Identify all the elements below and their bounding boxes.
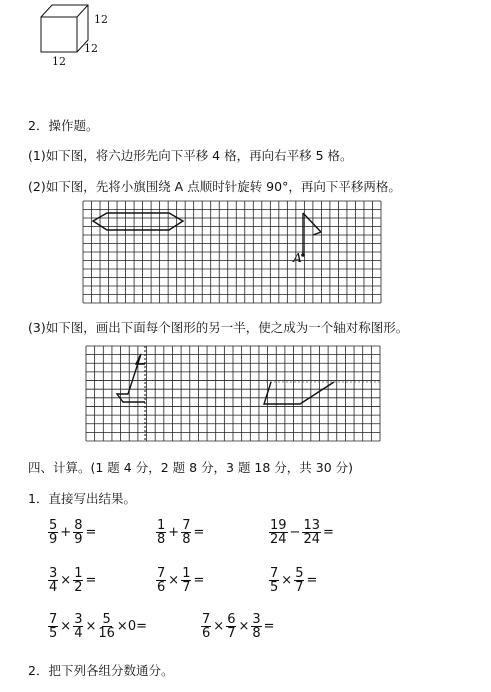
numerator: 3 <box>49 566 58 581</box>
half-shape-right <box>264 382 334 404</box>
exercise-7 <box>47 613 148 640</box>
equals-sign: = <box>306 573 318 588</box>
operator: − <box>289 525 301 540</box>
denominator: 8 <box>252 626 261 641</box>
fraction <box>302 519 321 546</box>
fraction <box>201 613 211 640</box>
operator: × <box>60 573 72 588</box>
denominator: 5 <box>49 626 58 641</box>
fraction <box>251 613 261 640</box>
fraction <box>156 567 166 594</box>
exercise-1 <box>47 519 97 546</box>
denominator: 6 <box>157 580 166 595</box>
cube-label-right: 12 <box>94 13 108 26</box>
equals-sign: = <box>263 619 275 634</box>
question-2-1: (1)如下图，将六边形先向下平移 4 格，再向右平移 5 格。 <box>28 148 353 163</box>
exercise-2 <box>155 519 205 546</box>
numerator: 5 <box>49 518 58 533</box>
numerator: 1 <box>74 566 83 581</box>
exercise-3 <box>268 519 335 546</box>
denominator: 16 <box>98 626 115 641</box>
denominator: 7 <box>295 580 304 595</box>
fraction <box>156 519 166 546</box>
fraction <box>48 567 58 594</box>
numerator: 7 <box>157 566 166 581</box>
exercise-6 <box>268 567 318 594</box>
question-4-1: 1．直接写出结果。 <box>28 491 136 506</box>
numerator: 13 <box>303 518 320 533</box>
hexagon-shape <box>93 213 183 230</box>
fraction <box>73 613 83 640</box>
fraction <box>73 519 83 546</box>
exercise-4 <box>47 567 97 594</box>
question-2-2: (2)如下图，先将小旗围绕 A 点顺时针旋转 90°，再向下平移两格。 <box>28 179 401 194</box>
equals-sign: ×0= <box>116 619 147 634</box>
numerator: 3 <box>252 612 261 627</box>
numerator: 7 <box>49 612 58 627</box>
denominator: 4 <box>74 626 83 641</box>
cube-label-side: 12 <box>84 42 98 55</box>
half-shape-left <box>117 354 145 402</box>
numerator: 7 <box>182 518 191 533</box>
section-4-heading: 四、计算。(1 题 4 分，2 题 8 分，3 题 18 分，共 30 分) <box>28 460 354 475</box>
numerator: 1 <box>182 566 191 581</box>
operator: × <box>60 619 72 634</box>
denominator: 7 <box>227 626 236 641</box>
equals-sign: = <box>193 573 205 588</box>
numerator: 7 <box>202 612 211 627</box>
fraction <box>48 519 58 546</box>
operator: × <box>85 619 97 634</box>
equals-sign: = <box>85 525 97 540</box>
operator: × <box>281 573 293 588</box>
numerator: 5 <box>102 612 111 627</box>
fraction <box>73 567 83 594</box>
question-2-3: (3)如下图，画出下面每个图形的另一半，使之成为一个轴对称图形。 <box>28 320 409 335</box>
denominator: 7 <box>182 580 191 595</box>
denominator: 9 <box>49 532 58 547</box>
denominator: 9 <box>74 532 83 547</box>
numerator: 19 <box>270 518 287 533</box>
denominator: 2 <box>74 580 83 595</box>
operator: × <box>168 573 180 588</box>
fraction <box>269 519 288 546</box>
grid-symmetry <box>86 342 380 441</box>
fraction <box>226 613 236 640</box>
section-2-heading: 2．操作题。 <box>28 118 99 133</box>
fraction <box>181 519 191 546</box>
denominator: 5 <box>270 580 279 595</box>
exercise-5 <box>155 567 205 594</box>
fraction <box>98 613 115 640</box>
point-a-label: A <box>293 250 303 265</box>
fraction <box>269 567 279 594</box>
grid-hexagon-flag <box>83 201 383 305</box>
fraction <box>294 567 304 594</box>
numerator: 6 <box>227 612 236 627</box>
flag-shape <box>303 213 321 255</box>
denominator: 6 <box>202 626 211 641</box>
cube-label-bottom: 12 <box>52 55 66 68</box>
exercise-8 <box>200 613 276 640</box>
fraction <box>48 613 58 640</box>
operator: × <box>238 619 250 634</box>
denominator: 24 <box>303 532 320 547</box>
equals-sign: = <box>323 525 334 540</box>
equals-sign: = <box>193 525 205 540</box>
operator: × <box>213 619 225 634</box>
denominator: 8 <box>182 532 191 547</box>
numerator: 5 <box>295 566 304 581</box>
fraction <box>181 567 191 594</box>
operator: + <box>60 525 72 540</box>
denominator: 24 <box>270 532 287 547</box>
operator: + <box>168 525 180 540</box>
numerator: 8 <box>74 518 83 533</box>
numerator: 1 <box>157 518 166 533</box>
denominator: 8 <box>157 532 166 547</box>
numerator: 7 <box>270 566 279 581</box>
equals-sign: = <box>85 573 97 588</box>
denominator: 4 <box>49 580 58 595</box>
numerator: 3 <box>74 612 83 627</box>
question-4-2: 2．把下列各组分数通分。 <box>28 663 174 678</box>
